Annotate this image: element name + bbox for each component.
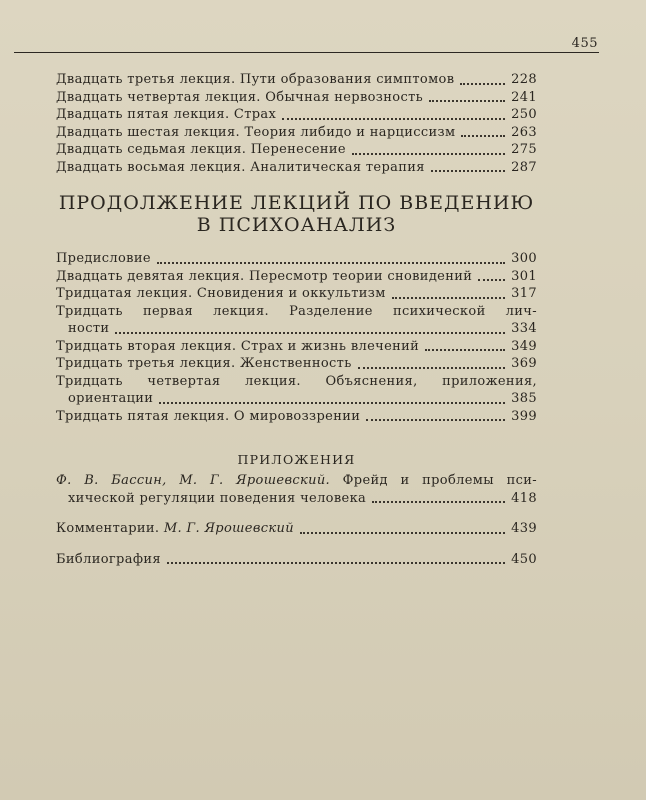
toc-entry-title: Двадцать пятая лекция. Страх: [56, 107, 277, 122]
header-rule: [14, 52, 599, 53]
appendix-essay-title: [56, 472, 537, 490]
toc-entry-continuation: [56, 490, 537, 508]
toc-entry-page: 349: [511, 338, 537, 354]
toc-entry-page: 317: [511, 286, 537, 301]
section-title: [56, 192, 537, 236]
toc-entry-title: Предисловие: [56, 251, 151, 266]
toc-entry-title: Двадцать седьмая лекция. Перенесение: [56, 142, 346, 157]
toc-entry-title-cont: ориентации: [68, 391, 154, 406]
toc-entry-title: Тридцать первая лекция. Разделение психической лич-: [56, 303, 537, 319]
toc-entry: [56, 268, 537, 286]
page-number: 455: [571, 36, 598, 51]
toc-entry-wrapped: [56, 303, 537, 338]
appendix-comments-label: Комментарии.: [56, 521, 160, 536]
toc-entry-title: Двадцать третья лекция. Пути образования симптомов: [56, 72, 455, 87]
toc-entry: [56, 106, 537, 124]
toc-entry-title: Тридцать третья лекция. Женственность: [56, 356, 352, 371]
dot-leader: [358, 367, 505, 369]
dot-leader: [478, 279, 505, 281]
toc-entry: [56, 89, 537, 107]
toc-entry-title-cont: ности: [68, 321, 110, 336]
appendix-title: ПРИЛОЖЕНИЯ: [237, 452, 356, 467]
appendix-bibliography-label: Библиография: [56, 551, 161, 567]
dot-leader: [157, 262, 505, 264]
dot-leader: [461, 135, 505, 137]
toc-entry-page: 263: [511, 124, 537, 140]
toc-entry-page: 300: [511, 251, 537, 266]
toc-entry-page: 385: [511, 391, 537, 406]
dot-leader: [159, 402, 505, 404]
dot-leader: [115, 332, 505, 334]
dot-leader: [392, 297, 505, 299]
appendix-essay-authors: Ф. В. Бассин, М. Г. Ярошевский.: [56, 473, 331, 488]
toc-entry-page: 450: [511, 551, 537, 567]
toc-entry: [56, 338, 537, 356]
toc-entry: [56, 124, 537, 142]
dot-leader: [431, 170, 505, 172]
toc-entry-wrapped: [56, 472, 537, 507]
toc-entry-title: [56, 520, 294, 538]
toc-entry-title: Двадцать девятая лекция. Пересмотр теории сновидений: [56, 268, 473, 284]
toc-entry: [56, 71, 537, 89]
dot-leader: [372, 501, 505, 503]
toc-entry-continuation: [56, 320, 537, 338]
dot-leader: [425, 349, 505, 351]
dot-leader: [167, 562, 505, 564]
dot-leader: [429, 100, 505, 102]
toc-entry: [56, 159, 537, 177]
toc-entry: [56, 285, 537, 303]
toc-entry-page: 369: [511, 356, 537, 371]
toc-entry-page: 334: [511, 321, 537, 336]
toc-entry: [56, 141, 537, 159]
toc-entry: [56, 408, 537, 426]
toc-entry-title: Тридцать четвертая лекция. Объяснения, приложения,: [56, 373, 537, 389]
section-title-line: В ПСИХОАНАЛИЗ: [196, 214, 397, 236]
toc-entry-page: 399: [511, 408, 537, 424]
toc-entry: [56, 551, 537, 569]
toc-entry-title: Тридцать пятая лекция. О мировоззрении: [56, 408, 361, 424]
dot-leader: [460, 83, 505, 85]
appendix-essay-title-l2: хической регуляции поведения человека: [68, 490, 367, 506]
toc-entry-page: 439: [511, 521, 537, 536]
toc-entry-page: 301: [511, 268, 537, 284]
dot-leader: [352, 153, 505, 155]
toc-entry-page: 418: [511, 490, 537, 506]
toc-entry-title: Тридцатая лекция. Сновидения и оккультизм: [56, 286, 386, 301]
toc-entry: [56, 355, 537, 373]
toc-entry-title: Двадцать четвертая лекция. Обычная нервозность: [56, 89, 424, 105]
toc-entry-page: 228: [511, 72, 537, 87]
dot-leader: [300, 532, 505, 534]
toc-entry-title: Тридцать вторая лекция. Страх и жизнь влечений: [56, 338, 420, 354]
toc-entry-page: 287: [511, 159, 537, 175]
toc-top-list: [56, 71, 537, 176]
toc-entry: [56, 520, 537, 538]
toc-entry-wrapped: [56, 373, 537, 408]
appendix-essay-title-l1: Фрейд и проблемы пси-: [342, 473, 537, 488]
appendix-comments-author: М. Г. Ярошевский: [163, 521, 294, 536]
toc-appendix-list: [56, 472, 537, 568]
toc-entry-continuation: [56, 390, 537, 408]
toc-entry-title: Двадцать восьмая лекция. Аналитическая терапия: [56, 159, 425, 175]
dot-leader: [366, 419, 505, 421]
toc-entry: [56, 250, 537, 268]
dot-leader: [282, 118, 505, 120]
toc-entry-page: 250: [511, 107, 537, 122]
toc-entry-page: 241: [511, 89, 537, 105]
toc-entry-title: Двадцать шестая лекция. Теория либидо и нарциссизм: [56, 124, 456, 140]
section-title-line: ПРОДОЛЖЕНИЕ ЛЕКЦИЙ ПО ВВЕДЕНИЮ: [58, 192, 535, 214]
toc-entry-page: 275: [511, 142, 537, 157]
toc-section-list: [56, 250, 537, 425]
